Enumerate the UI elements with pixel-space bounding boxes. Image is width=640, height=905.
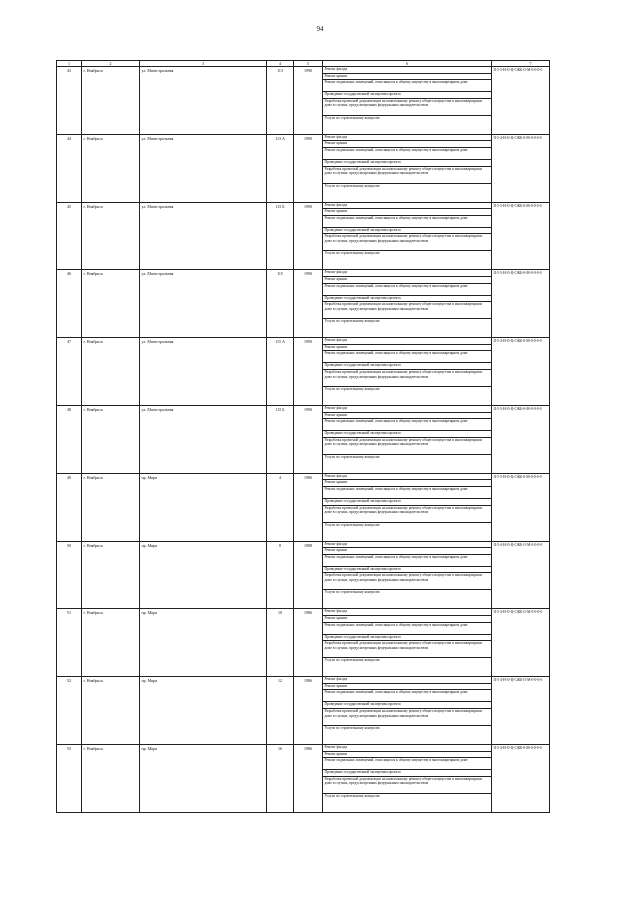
row-number: 49: [57, 474, 82, 541]
object-code-cell: II-5-5-Н-О-Ц-СЖБ-0-М-0-0-0-0: [493, 271, 542, 276]
table-row: [57, 542, 549, 610]
street-cell: пр. Мира: [140, 745, 267, 812]
object-code-cell: II-5-4-Н-О-Ц-СЖБ-О-М-0-0-0-0: [493, 678, 543, 683]
object-code-cell: II-5-4-Н-О-Ц-СЖБ-О-М-0-0-0-0: [493, 542, 543, 547]
work-item: Проведение государственной экспертизы проекта: [323, 499, 491, 506]
year-cell: 1990: [294, 338, 323, 405]
house-number-cell: 115: [267, 270, 294, 337]
city-cell: г. Ноябрьск: [82, 745, 140, 812]
work-item: Услуги по строительному контролю: [324, 725, 380, 730]
work-item: Разработка проектной документации на капитальному ремонту общего имущества в многоквартирном доме в случаях, предусмотренных федеральным законодательством: [323, 777, 491, 794]
column-number: 1: [57, 61, 82, 66]
work-item: Услуги по строительному контролю: [324, 386, 380, 391]
work-item: Ремонт фасада: [323, 67, 491, 74]
year-cell: 1990: [294, 270, 323, 337]
work-item: Ремонт подвальных помещений, относящихся к общему имуществу в многоквартирном доме: [323, 690, 491, 702]
table-row: [57, 67, 549, 135]
work-item: Ремонт крыши: [323, 413, 491, 420]
column-number: 5: [294, 61, 323, 66]
column-number: 2: [82, 61, 140, 66]
city-cell: г. Ноябрьск: [82, 270, 140, 337]
work-item: Ремонт подвальных помещений, относящихся к общему имуществу в многоквартирном доме: [323, 623, 491, 635]
work-item: Разработка проектной документации на капитальному ремонту общего имущества в многоквартирном доме в случаях, предусмотренных федеральным законодательством: [323, 302, 491, 319]
year-cell: 1990: [294, 203, 323, 270]
work-item: Ремонт подвальных помещений, относящихся к общему имуществу в многоквартирном доме: [323, 284, 491, 296]
works-list: [323, 203, 492, 270]
table-row: [57, 135, 549, 203]
work-item: Ремонт фасада: [323, 338, 491, 345]
object-code-cell: II-5-5-Н-О-Ц-СЖБ-0-М-0-0-0-0: [493, 406, 542, 411]
object-code-cell: II-5-5-Н-О-Ц-СЖБ-0-М-0-0-0-0: [493, 474, 542, 479]
work-item: Ремонт подвальных помещений, относящихся к общему имуществу в многоквартирном доме: [323, 555, 491, 567]
house-number-cell: 115 Б: [267, 406, 294, 473]
table-row: [57, 203, 549, 271]
street-cell: ул. Магистральная: [140, 270, 267, 337]
house-number-cell: 10: [267, 609, 294, 676]
work-item: Ремонт фасада: [323, 474, 491, 481]
works-list: [323, 135, 492, 202]
row-number: 46: [57, 270, 82, 337]
street-cell: ул. Магистральная: [140, 67, 267, 134]
house-number-cell: 113: [267, 67, 294, 134]
work-item: Ремонт крыши: [323, 74, 491, 81]
works-table: [56, 60, 550, 813]
table-row: [57, 406, 549, 474]
house-number-cell: 12: [267, 677, 294, 744]
work-item: Разработка проектной документации на капитальному ремонту общего имущества в многоквартирном доме в случаях, предусмотренных федеральным законодательством: [323, 573, 491, 590]
house-number-cell: 8: [267, 542, 294, 609]
table-row: [57, 745, 549, 813]
object-code-cell: II-5-5-Н-О-Ц-СЖБ-О-М-0-0-0-0: [493, 68, 543, 72]
work-item: Проведение государственной экспертизы проекта: [323, 296, 491, 303]
column-number: 4: [267, 61, 294, 66]
house-number-cell: 113 А: [267, 135, 294, 202]
work-item: Ремонт крыши: [323, 684, 491, 691]
work-item: Разработка проектной документации на капитальному ремонту общего имущества в многоквартирном доме в случаях, предусмотренных федеральным законодательством: [323, 167, 491, 184]
work-item: Услуги по строительному контролю: [324, 251, 380, 256]
work-item: Услуги по строительному контролю: [324, 115, 380, 120]
work-item: Разработка проектной документации на капитальному ремонту общего имущества в многоквартирном доме в случаях, предусмотренных федеральным законодательством: [323, 506, 491, 523]
works-list: [323, 745, 492, 812]
city-cell: г. Ноябрьск: [82, 474, 140, 541]
year-cell: 1990: [294, 67, 323, 134]
work-item: Проведение государственной экспертизы проекта: [323, 160, 491, 167]
work-item: Ремонт подвальных помещений, относящихся к общему имуществу в многоквартирном доме: [323, 419, 491, 431]
year-cell: 1988: [294, 542, 323, 609]
work-item: Разработка проектной документации на капитальному ремонту общего имущества в многоквартирном доме в случаях, предусмотренных федеральным законодательством: [323, 234, 491, 251]
city-cell: г. Ноябрьск: [82, 67, 140, 134]
works-list: [323, 338, 492, 405]
city-cell: г. Ноябрьск: [82, 135, 140, 202]
work-item: Услуги по строительному контролю: [324, 793, 380, 798]
object-code-cell: II-5-4-Н-О-Ц-СЖБ-0-М-0-0-0-0: [493, 339, 542, 344]
work-item: Разработка проектной документации на капитальному ремонту общего имущества в многоквартирном доме в случаях, предусмотренных федеральным законодательством: [323, 709, 491, 726]
work-item: Ремонт фасада: [323, 270, 491, 277]
street-cell: ул. Магистральная: [140, 406, 267, 473]
work-item: Ремонт крыши: [323, 141, 491, 148]
year-cell: 1986: [294, 745, 323, 812]
city-cell: г. Ноябрьск: [82, 406, 140, 473]
work-item: Услуги по строительному контролю: [324, 319, 380, 324]
city-cell: г. Ноябрьск: [82, 542, 140, 609]
works-list: [323, 67, 492, 134]
work-item: Ремонт подвальных помещений, относящихся к общему имуществу в многоквартирном доме: [323, 351, 491, 363]
work-item: Проведение государственной экспертизы проекта: [323, 567, 491, 574]
work-item: Ремонт крыши: [323, 277, 491, 284]
work-item: Ремонт фасада: [323, 203, 491, 210]
row-number: 47: [57, 338, 82, 405]
city-cell: г. Ноябрьск: [82, 677, 140, 744]
table-body: [57, 67, 549, 813]
city-cell: г. Ноябрьск: [82, 203, 140, 270]
work-item: Разработка проектной документации на капитальному ремонту общего имущества в многоквартирном доме в случаях, предусмотренных федеральным законодательством: [323, 370, 491, 387]
column-number: 6: [323, 61, 492, 66]
works-list: [323, 542, 492, 609]
street-cell: ул. Магистральная: [140, 338, 267, 405]
work-item: Ремонт фасада: [323, 745, 491, 752]
table-row: [57, 677, 549, 745]
work-item: Проведение государственной экспертизы проекта: [323, 92, 491, 99]
year-cell: 1986: [294, 474, 323, 541]
work-item: Разработка проектной документации на капитальному ремонту общего имущества в многоквартирном доме в случаях, предусмотренных федеральным законодательством: [323, 99, 491, 116]
work-item: Проведение государственной экспертизы проекта: [323, 635, 491, 642]
street-cell: ул. Магистральная: [140, 135, 267, 202]
work-item: Ремонт подвальных помещений, относящихся к общему имуществу в многоквартирном доме: [323, 148, 491, 160]
year-cell: 1986: [294, 677, 323, 744]
table-row: [57, 474, 549, 542]
object-code-cell: II-5-4-Н-О-Ц-СЖБ-0-М-0-0-0-0: [493, 135, 542, 140]
work-item: Ремонт крыши: [323, 209, 491, 216]
works-list: [323, 677, 492, 744]
city-cell: г. Ноябрьск: [82, 609, 140, 676]
object-code-cell: II-5-4-Н-О-Ц-СЖБ-0-М-0-0-0-0: [493, 745, 542, 750]
object-code-cell: II-5-4-Н-О-Ц-СЖБ-О-М-0-0-0-0: [493, 610, 543, 615]
page-number: 94: [316, 25, 324, 33]
row-number: 43: [57, 67, 82, 134]
house-number-cell: 16: [267, 745, 294, 812]
work-item: Ремонт крыши: [323, 480, 491, 487]
row-number: 48: [57, 406, 82, 473]
row-number: 50: [57, 542, 82, 609]
work-item: Ремонт фасада: [323, 609, 491, 616]
row-number: 45: [57, 203, 82, 270]
works-list: [323, 474, 492, 541]
work-item: Проведение государственной экспертизы проекта: [323, 363, 491, 370]
object-code-cell: II-5-5-Н-О-Ц-СЖБ-0-М-0-0-0-0: [493, 203, 542, 208]
work-item: Услуги по строительному контролю: [324, 183, 380, 188]
work-item: Услуги по строительному контролю: [324, 454, 380, 459]
work-item: Ремонт крыши: [323, 345, 491, 352]
row-number: 44: [57, 135, 82, 202]
work-item: Проведение государственной экспертизы проекта: [323, 228, 491, 235]
table-row: [57, 270, 549, 338]
house-number-cell: 4: [267, 474, 294, 541]
work-item: Услуги по строительному контролю: [324, 658, 380, 663]
year-cell: 1990: [294, 135, 323, 202]
work-item: Ремонт крыши: [323, 616, 491, 623]
work-item: Проведение государственной экспертизы проекта: [323, 702, 491, 709]
street-cell: пр. Мира: [140, 542, 267, 609]
work-item: Ремонт фасада: [323, 542, 491, 549]
work-item: Ремонт фасада: [323, 406, 491, 413]
row-number: 53: [57, 745, 82, 812]
work-item: Ремонт крыши: [323, 752, 491, 759]
table-row: [57, 609, 549, 677]
work-item: Ремонт подвальных помещений, относящихся к общему имуществу в многоквартирном доме: [323, 216, 491, 228]
column-number: 3: [140, 61, 267, 66]
work-item: Ремонт крыши: [323, 548, 491, 555]
works-list: [323, 609, 492, 676]
work-item: Услуги по строительному контролю: [324, 590, 380, 595]
year-cell: 1986: [294, 609, 323, 676]
house-number-cell: 115 А: [267, 338, 294, 405]
row-number: 51: [57, 609, 82, 676]
work-item: Ремонт фасада: [323, 677, 491, 684]
city-cell: г. Ноябрьск: [82, 338, 140, 405]
work-item: Разработка проектной документации на капитальному ремонту общего имущества в многоквартирном доме в случаях, предусмотренных федеральным законодательством: [323, 641, 491, 658]
works-list: [323, 270, 492, 337]
works-list: [323, 406, 492, 473]
work-item: Ремонт подвальных помещений, относящихся к общему имуществу в многоквартирном доме: [323, 487, 491, 499]
work-item: Проведение государственной экспертизы проекта: [323, 770, 491, 777]
street-cell: пр. Мира: [140, 609, 267, 676]
street-cell: ул. Магистральная: [140, 203, 267, 270]
street-cell: пр. Мира: [140, 474, 267, 541]
row-number: 52: [57, 677, 82, 744]
work-item: Ремонт фасада: [323, 135, 491, 142]
year-cell: 1990: [294, 406, 323, 473]
work-item: Ремонт подвальных помещений, относящихся к общему имуществу в многоквартирном доме: [323, 758, 491, 770]
street-cell: пр. Мира: [140, 677, 267, 744]
column-number: 7: [529, 61, 532, 66]
table-row: [57, 338, 549, 406]
work-item: Услуги по строительному контролю: [324, 522, 380, 527]
house-number-cell: 115 Б: [267, 203, 294, 270]
work-item: Проведение государственной экспертизы проекта: [323, 431, 491, 438]
work-item: Ремонт подвальных помещений, относящихся к общему имуществу в многоквартирном доме: [323, 80, 491, 92]
work-item: Разработка проектной документации на капитальному ремонту общего имущества в многоквартирном доме в случаях, предусмотренных федеральным законодательством: [323, 438, 491, 455]
